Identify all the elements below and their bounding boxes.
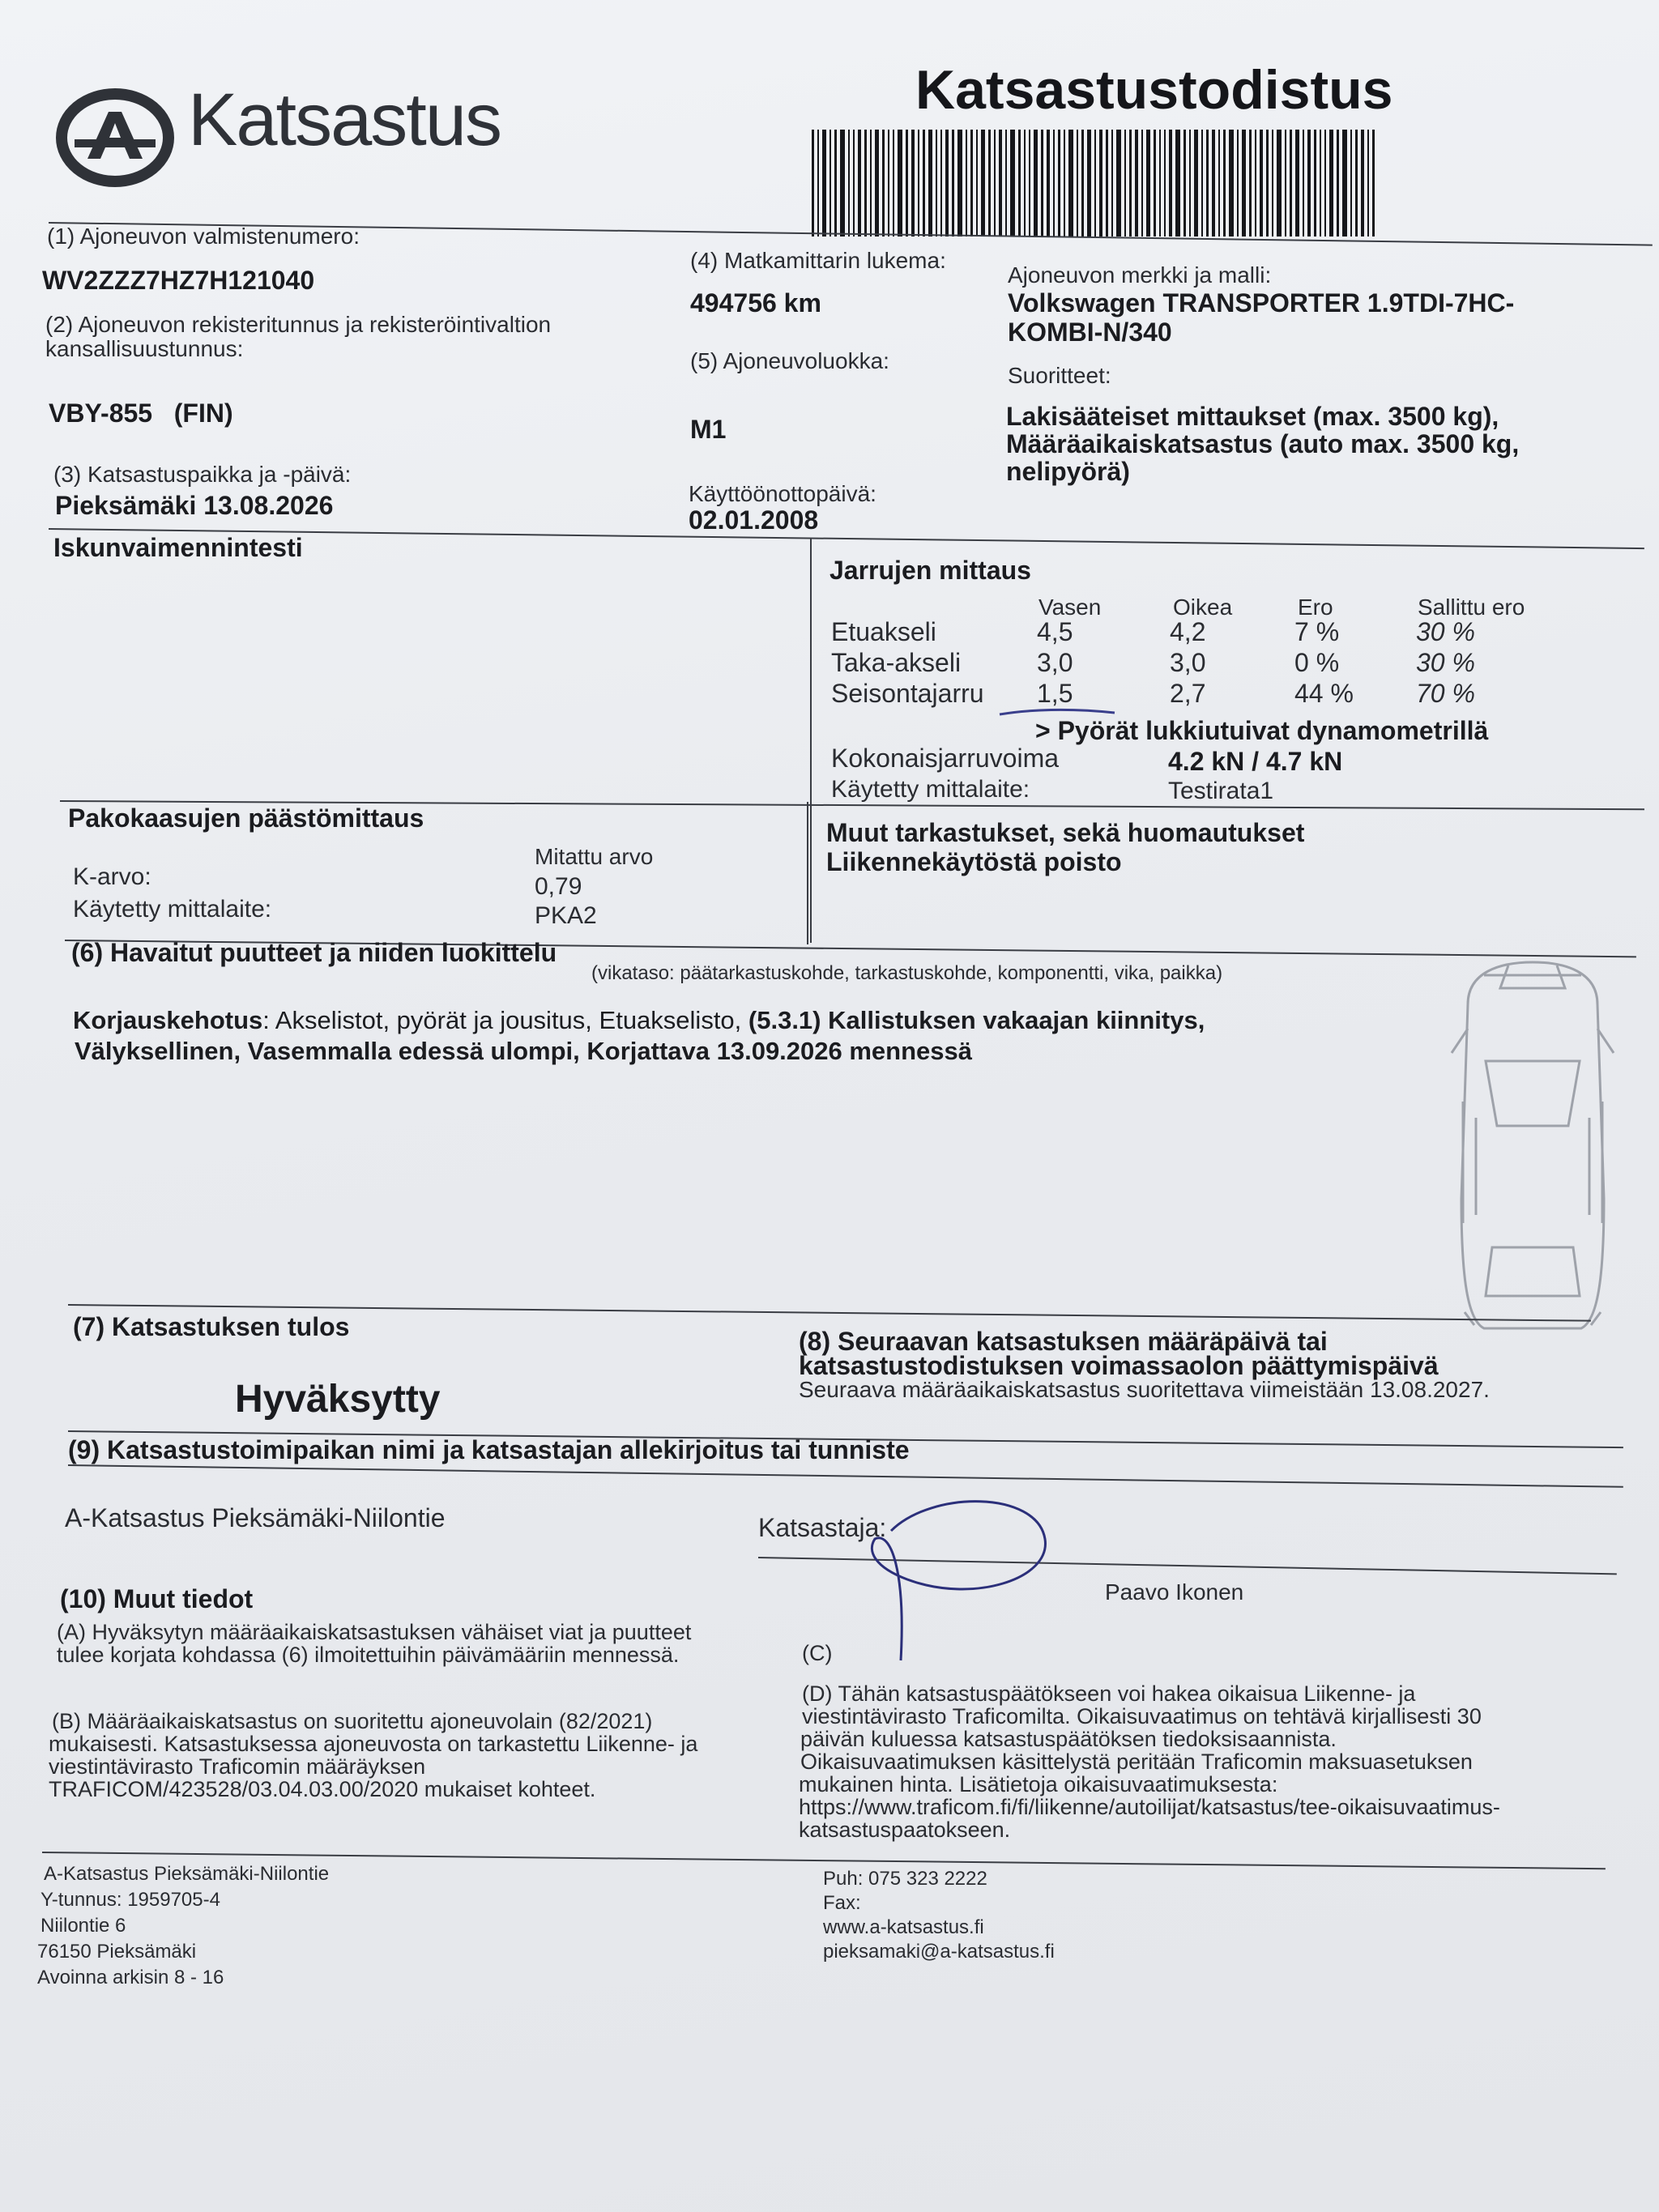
k-value: 0,79 <box>535 873 582 900</box>
brakes-row <box>831 648 1609 680</box>
barcode-bar <box>812 130 814 237</box>
document-title: Katsastustodistus <box>915 59 1393 121</box>
barcode-bar <box>1124 130 1126 237</box>
brakes-row-name: Etuakseli <box>831 617 936 646</box>
barcode-bar <box>1183 130 1186 237</box>
brakes-row-right: 3,0 <box>1170 648 1206 677</box>
footer-street: Niilontie 6 <box>41 1915 126 1937</box>
barcode-bar <box>1285 130 1286 237</box>
barcode-bar <box>1266 130 1269 237</box>
barcode-bar <box>1010 130 1015 237</box>
tasks-line1: Lakisääteiset mittaukset (max. 3500 kg), <box>1006 402 1499 431</box>
brakes-total-value: 4.2 kN / 4.7 kN <box>1168 747 1343 776</box>
footer-city: 76150 Pieksämäki <box>37 1941 197 1963</box>
barcode-bar <box>1342 130 1347 237</box>
barcode-bar <box>1189 130 1191 237</box>
divider <box>810 538 812 943</box>
barcode-bar <box>1237 130 1239 237</box>
emissions-measured-header: Mitattu arvo <box>535 844 654 869</box>
barcode-bar <box>1307 130 1311 237</box>
barcode-bar <box>864 130 867 237</box>
brakes-device-value: Testirata1 <box>1168 778 1274 804</box>
defect-location: : Akselistot, pyörät ja jousitus, Etuakselisto, <box>262 1006 748 1034</box>
other-info-a-line2: tulee korjata kohdassa (6) ilmoitettuihin päivämääriin mennessä. <box>57 1643 680 1667</box>
footer-email: pieksamaki@a-katsastus.fi <box>823 1941 1055 1963</box>
barcode-bar <box>1141 130 1143 237</box>
introduction-date-value: 02.01.2008 <box>689 505 819 535</box>
barcode-bar <box>1212 130 1215 237</box>
other-info-b-line1: (B) Määräaikaiskatsastus on suoritettu ajoneuvolain (82/2021) <box>52 1709 653 1733</box>
brakes-row <box>831 617 1609 650</box>
brakes-row-name: Taka-akseli <box>831 648 962 677</box>
barcode-bar <box>906 130 908 237</box>
barcode-bar <box>1367 130 1369 237</box>
other-info-d-url: https://www.traficom.fi/fi/liikenne/autoilijat/katsastus/tee-oikaisuvaatimus- <box>799 1795 1500 1819</box>
barcode-bar <box>1053 130 1055 237</box>
defect-line1 <box>73 1006 1337 1035</box>
barcode-bar <box>1024 130 1026 237</box>
brakes-row-right: 4,2 <box>1170 617 1206 646</box>
emissions-device-label: Käytetty mittalaite: <box>73 896 272 923</box>
barcode-bar <box>1277 130 1282 237</box>
barcode-bar <box>1337 130 1339 237</box>
barcode-bar <box>1206 130 1209 237</box>
barcode-bar <box>945 130 949 237</box>
make-model-label: Ajoneuvon merkki ja malli: <box>1008 262 1272 288</box>
barcode-bar <box>870 130 872 237</box>
other-info-d-line5: mukainen hinta. Lisätietoja oikaisuvaatimuksesta: <box>799 1772 1278 1796</box>
result-value: Hyväksytty <box>235 1378 441 1421</box>
other-info-d-line7: katsastuspaatokseen. <box>799 1818 1011 1842</box>
barcode-bar <box>976 130 978 237</box>
barcode-bar <box>966 130 967 237</box>
barcode-bar <box>1041 130 1043 237</box>
next-inspection-title-line2: katsastustodistuksen voimassaolon päättymispäivä <box>799 1351 1439 1380</box>
inspector-signature-icon <box>810 1474 1069 1669</box>
odometer-label: (4) Matkamittarin lukema: <box>690 248 946 273</box>
barcode-bar <box>830 130 831 237</box>
next-inspection-title-line1: (8) Seuraavan katsastuksen määräpäivä tai <box>799 1327 1328 1356</box>
other-info-d-line3: päivän kuluessa katsastuspäätöksen tiedoksisaannista. <box>800 1727 1337 1751</box>
barcode-bar <box>817 130 819 237</box>
barcode-bar <box>1324 130 1326 237</box>
footer-hours: Avoinna arkisin 8 - 16 <box>37 1967 224 1988</box>
barcode-bar <box>840 130 845 237</box>
barcode-bar <box>981 130 985 237</box>
emissions-device-value: PKA2 <box>535 902 597 929</box>
introduction-date-label: Käyttöönottopäivä: <box>689 481 876 506</box>
brakes-row <box>831 679 1609 711</box>
brakes-row-diff: 0 % <box>1294 648 1340 677</box>
barcode-bar <box>1218 130 1220 237</box>
defect-code: (5.3.1) Kallistuksen vakaajan kiinnitys, <box>748 1006 1205 1034</box>
make-model-value-line1: Volkswagen TRANSPORTER 1.9TDI-7HC- <box>1008 288 1515 318</box>
barcode-bar <box>1272 130 1273 237</box>
other-info-b-line3: viestintävirasto Traficomin määräyksen <box>49 1754 426 1779</box>
barcode-bar <box>882 130 885 237</box>
barcode-bar <box>1295 130 1299 237</box>
brakes-header-left: Vasen <box>1038 595 1102 620</box>
shock-test-title: Iskunvaimennintesti <box>53 533 303 562</box>
inspector-name: Paavo Ikonen <box>1105 1579 1244 1605</box>
k-value-label: K-arvo: <box>73 863 151 890</box>
brakes-row-allowed: 70 % <box>1416 679 1475 708</box>
barcode-bar <box>1320 130 1321 237</box>
barcode-bar <box>1159 130 1161 237</box>
car-diagram-icon <box>1435 956 1630 1345</box>
footer-company: A-Katsastus Pieksämäki-Niilontie <box>44 1863 330 1885</box>
other-info-a-line1: (A) Hyväksytyn määräaikaiskatsastuksen vähäiset viat ja puutteet <box>57 1620 692 1644</box>
barcode-bar <box>952 130 954 237</box>
barcode-bar <box>1116 130 1121 237</box>
footer-web: www.a-katsastus.fi <box>823 1916 984 1938</box>
brakes-row-allowed: 30 % <box>1416 648 1475 677</box>
barcode-bar <box>875 130 879 237</box>
brakes-row-left: 4,5 <box>1037 617 1073 646</box>
barcode-bar <box>1164 130 1166 237</box>
barcode-bar <box>1005 130 1007 237</box>
other-info-b-line4: TRAFICOM/423528/03.04.03.00/2020 mukaiset kohteet. <box>49 1777 596 1801</box>
barcode-bar <box>988 130 991 237</box>
barcode-bar <box>999 130 1002 237</box>
barcode-bar <box>1129 130 1132 237</box>
divider <box>807 802 808 944</box>
brakes-row-right: 2,7 <box>1170 679 1206 708</box>
barcode-bar <box>1154 130 1156 237</box>
barcode-bar <box>1242 130 1246 237</box>
tasks-line2: Määräaikaiskatsastus (auto max. 3500 kg, <box>1006 429 1520 458</box>
barcode-bar <box>1106 130 1108 237</box>
barcode-bar <box>1350 130 1352 237</box>
barcode-bar <box>1077 130 1078 237</box>
brakes-row-allowed: 30 % <box>1416 617 1475 646</box>
barcode-bar <box>1081 130 1084 237</box>
barcode-bar <box>928 130 932 237</box>
station-name: A-Katsastus Pieksämäki-Niilontie <box>65 1503 446 1532</box>
barcode-bar <box>957 130 962 237</box>
barcode-bar <box>1099 130 1102 237</box>
barcode-bar <box>1135 130 1138 237</box>
result-title: (7) Katsastuksen tulos <box>73 1312 350 1341</box>
defect-line2: Välyksellinen, Vasemmalla edessä ulompi, Korjattava 13.09.2026 mennessä <box>75 1037 973 1065</box>
barcode-bar <box>1355 130 1358 237</box>
barcode-bar <box>1058 130 1060 237</box>
other-info-d-line1: (D) Tähän katsastuspäätökseen voi hakea oikaisua Liikenne- ja <box>802 1681 1416 1706</box>
registration-value: VBY-855 (FIN) <box>49 399 233 428</box>
barcode-bar <box>1229 130 1234 237</box>
make-model-value-line2: KOMBI-N/340 <box>1008 318 1172 347</box>
barcode-bar <box>1223 130 1226 237</box>
other-info-b-line2: mukaisesti. Katsastuksessa ajoneuvosta on tarkastettu Liikenne- ja <box>49 1732 698 1756</box>
barcode-bar <box>1361 130 1364 237</box>
other-info-d-line2: viestintävirasto Traficomilta. Oikaisuvaatimus on tehtävä kirjallisesti 30 <box>802 1704 1482 1728</box>
barcode-bar <box>822 130 826 237</box>
barcode-bar <box>1146 130 1150 237</box>
brakes-device-label: Käytetty mittalaite: <box>831 776 1030 803</box>
vin-value: WV2ZZZ7HZ7H121040 <box>42 266 315 295</box>
barcode-bar <box>1029 130 1030 237</box>
other-info-title: (10) Muut tiedot <box>60 1584 254 1613</box>
footer-phone: Puh: 075 323 2222 <box>823 1868 987 1890</box>
barcode-bar <box>893 130 894 237</box>
brakes-row-left: 1,5 <box>1037 679 1073 708</box>
place-date-label: (3) Katsastuspaikka ja -päivä: <box>53 462 352 487</box>
barcode-bar <box>848 130 850 237</box>
vin-label: (1) Ajoneuvon valmistenumero: <box>47 224 360 249</box>
footer-ytunnus: Y-tunnus: 1959705-4 <box>41 1889 220 1911</box>
other-checks-title: Muut tarkastukset, sekä huomautukset <box>826 818 1305 847</box>
emissions-title: Pakokaasujen päästömittaus <box>68 803 424 833</box>
place-date-value: Pieksämäki 13.08.2026 <box>55 491 334 520</box>
brakes-total-label: Kokonaisjarruvoima <box>831 744 1060 773</box>
brakes-row-diff: 44 % <box>1294 679 1354 708</box>
barcode-bar <box>1111 130 1113 237</box>
barcode-bar <box>1260 130 1263 237</box>
brakes-title: Jarrujen mittaus <box>830 556 1031 585</box>
barcode-bar <box>1175 130 1180 237</box>
barcode-bar <box>1314 130 1316 237</box>
barcode-bar <box>994 130 996 237</box>
barcode-bar <box>1169 130 1172 237</box>
barcode-bar <box>1329 130 1333 237</box>
defects-title: (6) Havaitut puutteet ja niiden luokittelu <box>71 938 557 967</box>
barcode-bar <box>888 130 889 237</box>
brakes-header-right: Oikea <box>1173 595 1233 620</box>
barcode-bar <box>940 130 942 237</box>
barcode-bar <box>1064 130 1065 237</box>
defects-legend: (vikataso: päätarkastuskohde, tarkastuskohde, komponentti, vika, paikka) <box>591 962 1223 984</box>
barcode-bar <box>898 130 902 237</box>
barcode-bar <box>834 130 837 237</box>
barcode-bar <box>1290 130 1292 237</box>
brakes-row-name: Seisontajarru <box>831 679 984 708</box>
barcode-bar <box>970 130 973 237</box>
barcode-bar <box>1094 130 1096 237</box>
barcode-bar <box>1034 130 1038 237</box>
footer-fax: Fax: <box>823 1892 861 1914</box>
barcode-bar <box>911 130 915 237</box>
barcode-bar <box>1087 130 1091 237</box>
barcode-bar <box>858 130 861 237</box>
vehicle-class-label: (5) Ajoneuvoluokka: <box>690 348 889 373</box>
barcode-bar <box>923 130 925 237</box>
barcode-bar <box>1372 130 1375 237</box>
vehicle-class-value: M1 <box>690 415 727 444</box>
barcode-bar <box>853 130 855 237</box>
barcode-bar <box>1201 130 1203 237</box>
brakes-header-allowed: Sallittu ero <box>1418 595 1525 620</box>
other-info-c: (C) <box>802 1641 833 1665</box>
other-info-d-line4: Oikaisuvaatimuksen käsittelystä peritään Traficomin maksuasetuksen <box>800 1750 1473 1774</box>
registration-label: (2) Ajoneuvon rekisteritunnus ja rekisteröintivaltion kansallisuustunnus: <box>45 312 552 361</box>
odometer-value: 494756 km <box>690 288 821 318</box>
brakes-note: > Pyörät lukkiutuivat dynamometrillä <box>1035 716 1489 745</box>
brakes-header-diff: Ero <box>1298 595 1333 620</box>
station-title: (9) Katsastustoimipaikan nimi ja katsastajan allekirjoitus tai tunniste <box>68 1435 910 1464</box>
tasks-label: Suoritteet: <box>1008 363 1111 388</box>
barcode-bar <box>1249 130 1252 237</box>
barcode-bar <box>918 130 919 237</box>
other-checks-item: Liikennekäytöstä poisto <box>826 847 1122 876</box>
next-inspection-text: Seuraava määräaikaiskatsastus suoritettava viimeistään 13.08.2027. <box>799 1377 1490 1402</box>
barcode <box>812 130 1500 237</box>
brakes-row-diff: 7 % <box>1294 617 1340 646</box>
tasks-line3: nelipyörä) <box>1006 457 1130 486</box>
a-katsastus-logo-icon <box>55 87 175 188</box>
barcode-bar <box>1018 130 1021 237</box>
barcode-bar <box>1303 130 1304 237</box>
barcode-bar <box>1255 130 1256 237</box>
inspector-label: Katsastaja: <box>758 1513 887 1542</box>
logo-text: Katsastus <box>188 79 501 161</box>
barcode-bar <box>1068 130 1073 237</box>
barcode-bar <box>1194 130 1198 237</box>
brakes-row-left: 3,0 <box>1037 648 1073 677</box>
defect-kind: Korjauskehotus <box>73 1006 263 1034</box>
barcode-bar <box>936 130 937 237</box>
barcode-bar <box>1047 130 1050 237</box>
